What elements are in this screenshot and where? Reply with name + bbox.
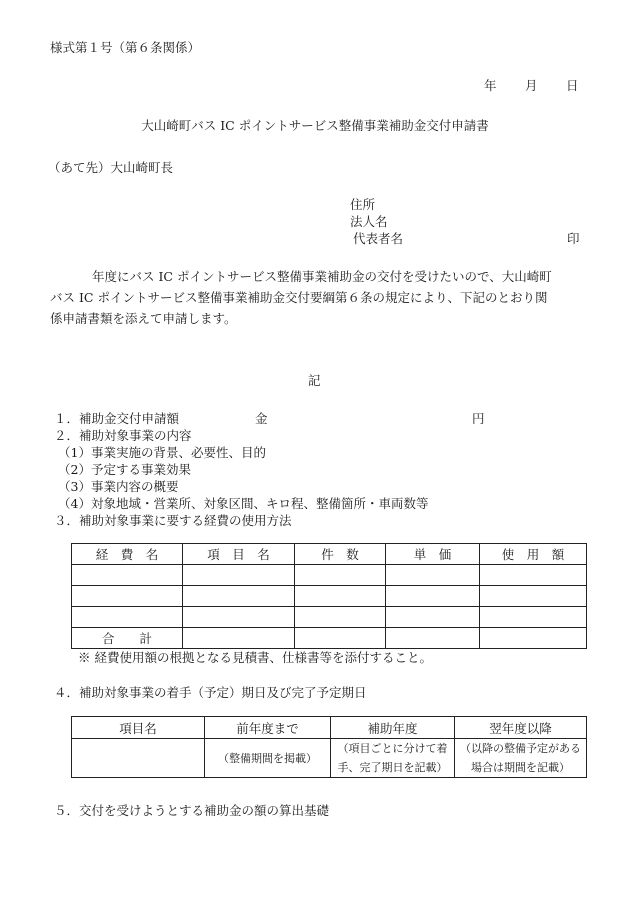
applicant-representative-label: 代表者名 [353,231,404,246]
item-1-yen: 円 [472,411,485,426]
table-cell [295,586,386,607]
table-cell [480,565,587,586]
expense-note: ※ 経費使用額の根拠となる見積書、仕様書等を添付すること。 [78,650,432,665]
subsidy-year-note-line-2: 手、完了期日を記載） [337,761,448,774]
item-1-kin: 金 [255,411,268,426]
table-cell [183,586,295,607]
expense-header-cell: 件 数 [295,544,386,565]
form-number: 様式第１号（第６条関係） [50,40,201,55]
table-cell [183,565,295,586]
item-4-label: ４．補助対象事業の着手（予定）期日及び完了予定期日 [54,685,367,700]
table-row [72,607,587,628]
seal-mark: 印 [567,231,580,246]
item-2-label: ２．補助対象事業の内容 [54,428,192,443]
table-row [72,739,587,778]
item-2-sub-2: （2）予定する事業効果 [58,462,191,477]
expense-table-header-row [72,544,587,565]
next-year-note [455,739,587,778]
schedule-table-header-row [72,717,587,739]
expense-total-row [72,628,587,649]
next-year-note-line-1: （以降の整備予定がある [460,742,581,755]
body-paragraph-line-3: 係申請書類を添えて申請します。 [50,311,237,326]
table-cell [295,628,386,649]
table-cell [183,607,295,628]
table-row [72,565,587,586]
expense-table [71,543,587,649]
next-year-note-line-2: 場合は期間を記載） [471,761,570,774]
body-paragraph-line-2: バス IC ポイントサービス整備事業補助金交付要綱第６条の規定により、下記のとおり関 [50,290,548,305]
ki-heading: 記 [308,373,321,388]
table-cell [386,586,480,607]
schedule-header-cell: 翌年度以降 [455,717,587,739]
date-day-label: 日 [566,78,579,93]
table-cell [480,607,587,628]
expense-header-cell: 経 費 名 [72,544,183,565]
table-cell [295,565,386,586]
applicant-corp-name-label: 法人名 [350,214,388,229]
table-cell [480,628,587,649]
expense-header-cell: 項 目 名 [183,544,295,565]
table-cell [72,739,205,778]
schedule-header-cell: 前年度まで [205,717,331,739]
table-cell [386,565,480,586]
subsidy-year-note-line-1: （項目ごとに分けて着 [337,742,448,755]
expense-header-cell: 単 価 [386,544,480,565]
table-cell [480,586,587,607]
subsidy-year-note [331,739,455,778]
table-row [72,586,587,607]
item-2-sub-4: （4）対象地域・営業所、対象区間、キロ程、整備箇所・車両数等 [58,496,429,511]
table-cell [72,565,183,586]
schedule-header-cell: 補助年度 [331,717,455,739]
date-month-label: 月 [525,78,538,93]
date-year-label: 年 [484,78,497,93]
table-cell [183,628,295,649]
document-title: 大山崎町バス IC ポイントサービス整備事業補助金交付申請書 [141,118,489,133]
item-2-sub-1: （1）事業実施の背景、必要性、目的 [58,445,266,460]
item-3-label: ３．補助対象事業に要する経費の使用方法 [54,513,292,528]
table-cell [72,607,183,628]
table-cell [386,628,480,649]
body-paragraph-line-1: 年度にバス IC ポイントサービス整備事業補助金の交付を受けたいので、大山崎町 [92,269,552,284]
item-5-label: ５．交付を受けようとする補助金の額の算出基礎 [54,803,330,818]
table-cell [72,586,183,607]
total-label: 合 計 [72,628,183,649]
table-cell [386,607,480,628]
schedule-header-cell: 項目名 [72,717,205,739]
expense-header-cell: 使 用 額 [480,544,587,565]
addressee: （あて先）大山崎町長 [48,160,174,175]
schedule-table [71,716,587,778]
prev-period-note: （整備期間を掲載） [205,739,331,778]
item-2-sub-3: （3）事業内容の概要 [58,479,179,494]
item-1-label: １．補助金交付申請額 [54,411,180,426]
applicant-address-label: 住所 [350,197,376,212]
table-cell [295,607,386,628]
